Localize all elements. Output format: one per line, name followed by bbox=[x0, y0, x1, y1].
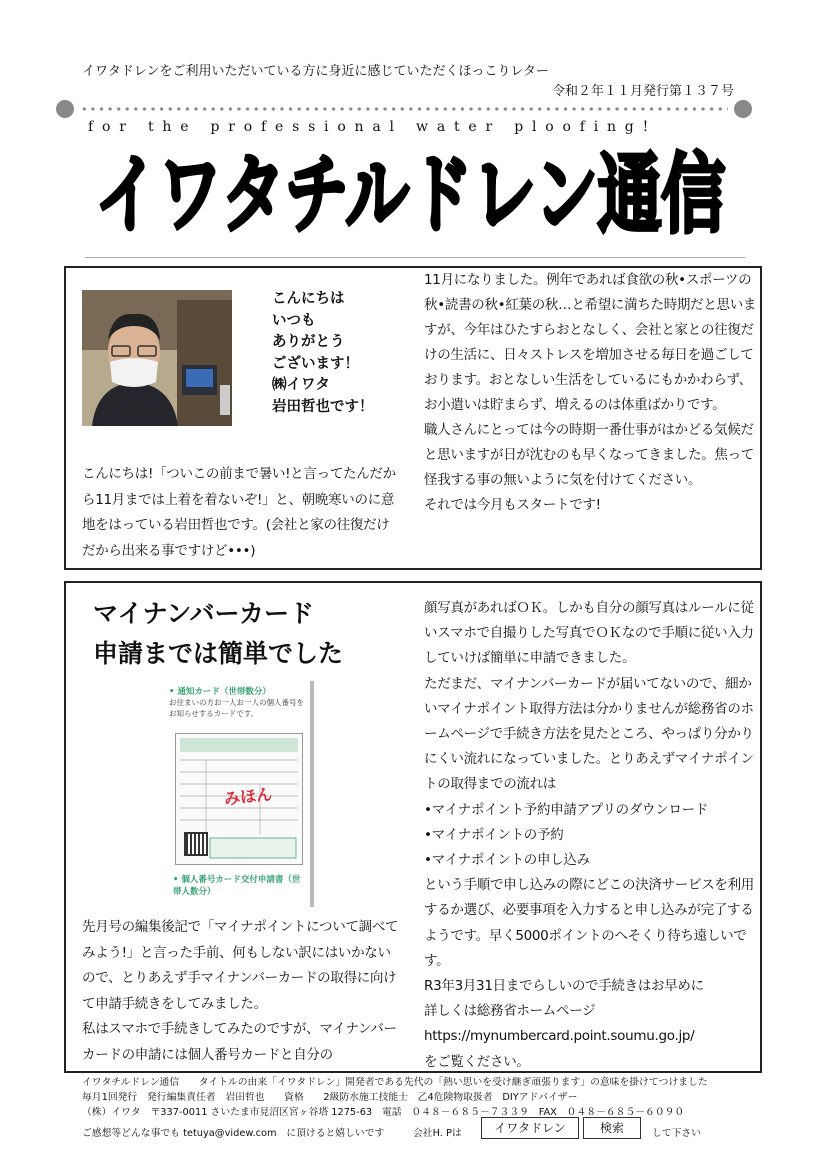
notice-card-heading: • 通知カード（世帯数分） bbox=[169, 687, 271, 697]
paragraph: 先月号の編集後記で「マイナポイントについて調べてみよう!」と言った手前、何もしない訳にはいかないので、とりあえず手マイナンバーカードの取得に向けて申請手続きをしてみました。 bbox=[82, 919, 399, 1012]
dotted-divider bbox=[56, 100, 752, 118]
greeting-line: ありがとう bbox=[272, 334, 345, 351]
application-form-heading: • 個人番号カード交付申請書（世帯人数分） bbox=[173, 875, 301, 897]
issue-number: 令和２年１１月発行第１３７号 bbox=[551, 84, 734, 99]
greeting-line: 岩田哲也です！ bbox=[272, 398, 374, 415]
dot-ornament-right bbox=[734, 100, 752, 118]
article-left-text bbox=[82, 915, 400, 1068]
article-right-text bbox=[424, 596, 758, 1075]
paragraph: R3年3月31日までらしいので手続きはお早めに bbox=[424, 978, 704, 995]
sample-card bbox=[175, 733, 303, 865]
qr-code-icon bbox=[184, 832, 208, 856]
masthead-title bbox=[95, 140, 735, 240]
article-headline bbox=[93, 594, 343, 674]
sample-stamp: みほん bbox=[223, 784, 273, 809]
scrollbar bbox=[310, 681, 314, 907]
homepage-suffix: して下さい bbox=[652, 1128, 701, 1139]
greeting-message bbox=[272, 289, 374, 419]
tagline: イワタドレンをご利用いただいている方に身近に感じていただくほっこりレター bbox=[82, 64, 550, 79]
paragraph: 詳しくは総務省ホームページ bbox=[424, 1003, 596, 1020]
headline-line: 申請までは簡単でした bbox=[93, 639, 344, 668]
subtitle: for the professional water ploofing! bbox=[88, 119, 657, 135]
paragraph: 職人さんにとっては今の時期一番仕事がはかどる気候だと思いますが日が沈むのも早くなってきました。焦って怪我する事の無いように気を付けてください。 bbox=[424, 422, 754, 488]
footer-line: 毎月1回発行 発行編集責任者 岩田哲也 資格 2級防水施工技能士 乙4危険物取扱者 DIYアドバイザー bbox=[82, 1092, 578, 1103]
masthead-text: イワタチルドレン通信 bbox=[95, 145, 725, 240]
bullet-item: •マイナポイントの予約 bbox=[424, 826, 564, 843]
greeting-line: ㈱イワタ bbox=[272, 377, 330, 394]
author-photo bbox=[82, 290, 232, 426]
paragraph: ただまだ、マイナンバーカードが届いてないので、細かいマイナポイント取得方法は分かりませんが総務省のホームページで手続き方法を見たところ、やっぱり分かりにくい流れになっていました。とりあえずマイナポイントの取得までの流れは bbox=[424, 675, 754, 793]
paragraph: 私はスマホで手続きしてみたのですが、マイナンバーカードの申請には個人番号カードと自分の bbox=[82, 1021, 397, 1063]
contact-text: ご感想等どんな事でも tetuya@videw.com に頂けると嬉しいです bbox=[82, 1128, 385, 1139]
paragraph: 顔写真があればＯＫ。しかも自分の顔写真はルールに従いスマホで自撮りした写真でＯＫなので手順に従い入力していけば簡単に申請できました。 bbox=[424, 600, 754, 667]
intro-right-text bbox=[424, 268, 758, 518]
paragraph: それでは今月もスタートです! bbox=[424, 497, 601, 513]
search-button: 検索 bbox=[583, 1117, 641, 1139]
footer-line: （株）イワタ 〒337-0011 さいたま市見沼区宮ヶ谷塔 1275-63 電話 ０４８－６８５－７３３９ FAX ０４８－６８５－６０９０ bbox=[82, 1107, 685, 1118]
footer-line: イワタチルドレン通信 タイトルの由来「イワタドレン」開発者である先代の「熱い思いを受け継ぎ頑張ります」の意味を掛けてつけました bbox=[82, 1077, 708, 1088]
headline-line: マイナンバーカード bbox=[93, 599, 315, 628]
greeting-line: いつも bbox=[272, 312, 316, 329]
header-rule bbox=[85, 257, 745, 258]
bullet-item: •マイナポイントの申し込み bbox=[424, 852, 590, 869]
dot-ornament-left bbox=[56, 100, 74, 118]
paragraph: という手順で申し込みの際にどこの決済サービスを利用するか選び、必要事項を入力すると申し込みが完了するようです。早く5000ポイントのへそくり待ち遠しいです。 bbox=[424, 877, 754, 969]
paragraph: 11月になりました。例年であれば食欲の秋•スポーツの秋•読書の秋•紅葉の秋…と希望に満ちた時期だと思いますが、今年はひたすらおとなしく、会社と家との往復だけの生活に、日々ストレスを増加させる毎日を過ごしております。おとなしい生活をしているにもかかわらず、お小遣いは貯まらず、増えるのは体重ばかりです。 bbox=[424, 272, 757, 413]
dot-row bbox=[80, 107, 728, 111]
intro-left-text: こんにちは!「ついこの前まで暑い!と言ってたんだから11月までは上着を着ないぞ!」と、朝晩寒いのに意地をはっている岩田哲也です。(会社と家の往復だけだから出来る事ですけど•••) bbox=[82, 466, 396, 559]
footer-info bbox=[82, 1075, 708, 1120]
mynumber-screenshot bbox=[163, 681, 314, 907]
greeting-line: こんにちは bbox=[272, 291, 345, 307]
paragraph: をご覧ください。 bbox=[424, 1053, 530, 1070]
notice-card-text: お住まいの方お一人お一人の個人番号をお知らせするカードです。 bbox=[169, 698, 304, 718]
search-term-box: イワタドレン bbox=[481, 1117, 579, 1139]
website-url: https://mynumbercard.point.soumu.go.jp/ bbox=[424, 1028, 695, 1045]
homepage-label: 会社H. Pは bbox=[413, 1128, 462, 1139]
greeting-line: ございます！ bbox=[272, 355, 359, 372]
bullet-item: •マイナポイント予約申請アプリのダウンロード bbox=[424, 801, 709, 818]
